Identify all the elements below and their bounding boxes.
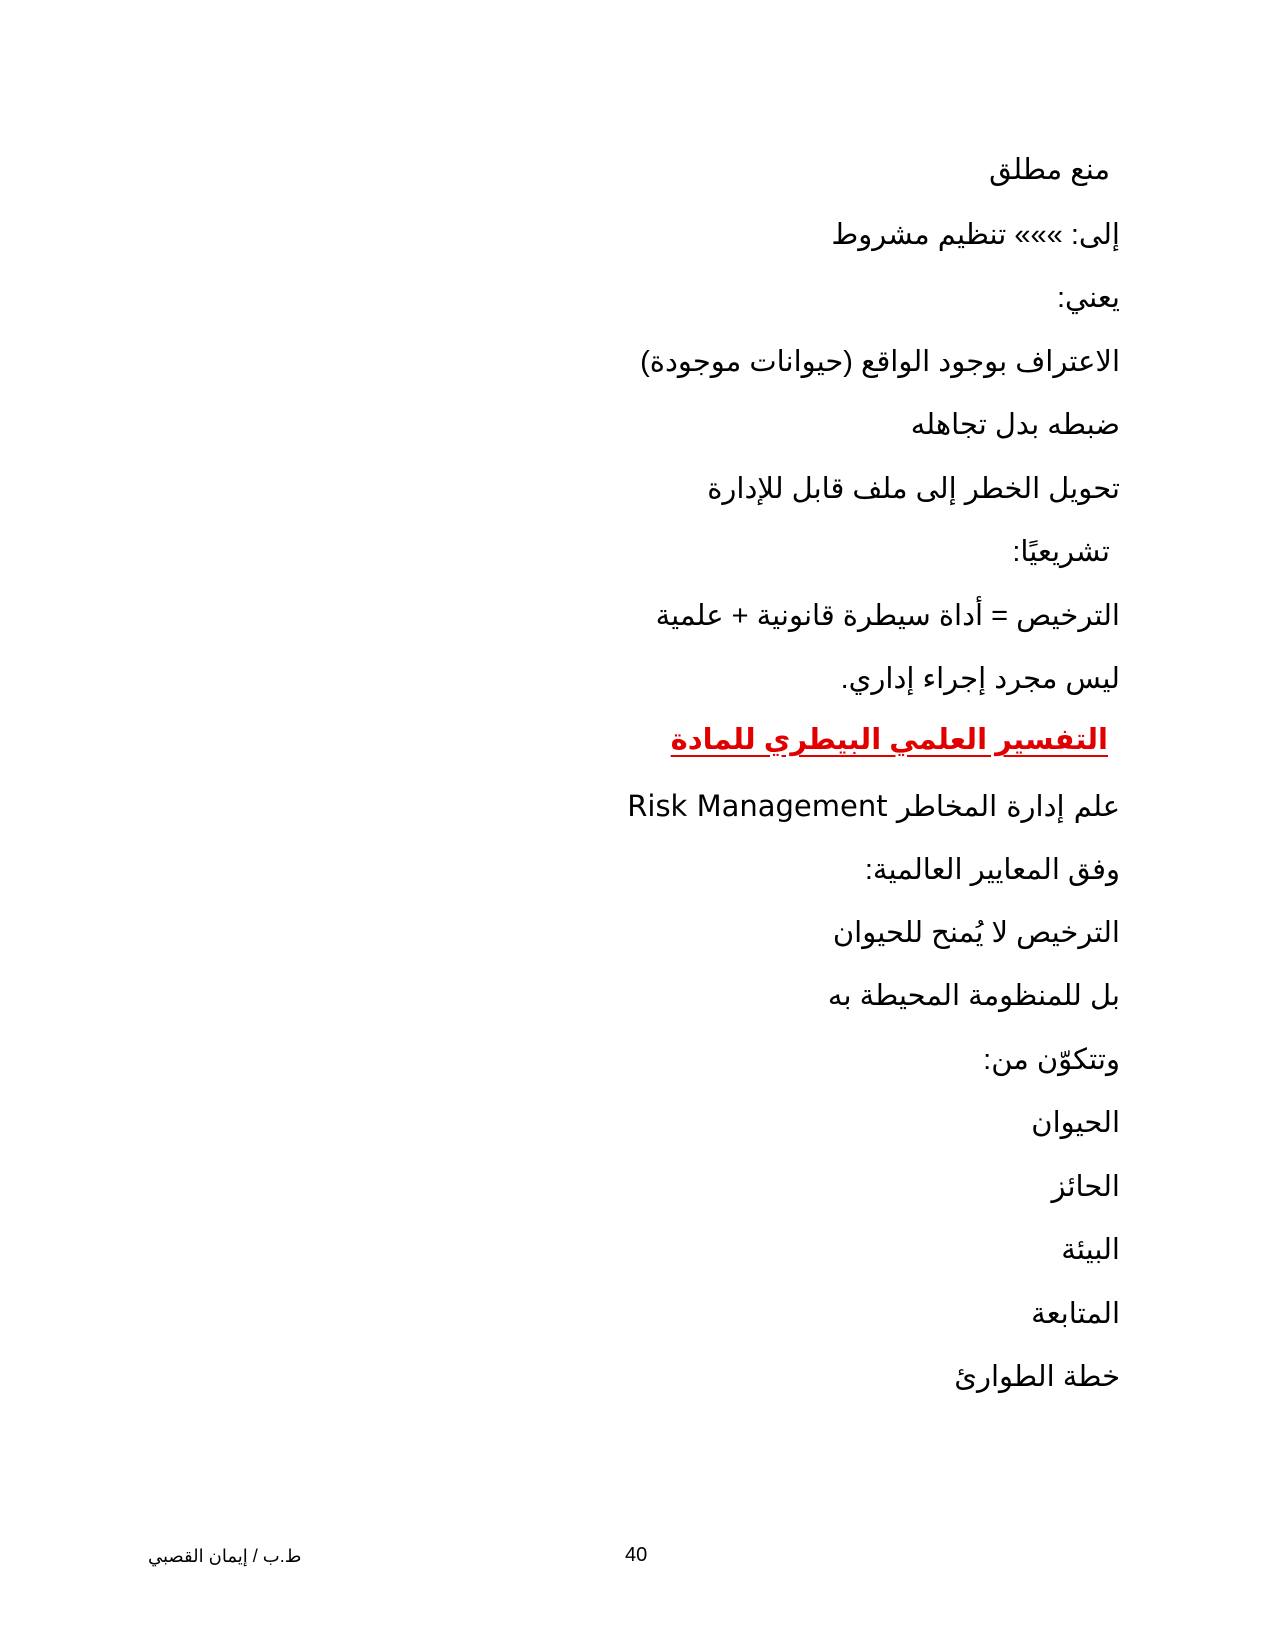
text-line-control-instead: ضبطه بدل تجاهله bbox=[910, 409, 1120, 441]
page-number: 40 bbox=[625, 1544, 648, 1566]
text-line-not-procedure: ليس مجرد إجراء إداري. bbox=[840, 663, 1120, 695]
list-item-followup: المتابعة bbox=[1031, 1298, 1120, 1330]
list-item-holder: الحائز bbox=[1051, 1171, 1120, 1203]
text-line-consists-of: وتتكوّن من: bbox=[983, 1044, 1120, 1076]
text-line-legislatively: تشريعيًا: bbox=[1012, 536, 1110, 568]
text-line-conditional-regulation: إلى: »»» تنظيم مشروط bbox=[831, 219, 1120, 251]
text-line-global-standards: وفق المعايير العالمية: bbox=[864, 854, 1120, 886]
text-line-acknowledge-reality: الاعتراف بوجود الواقع (حيوانات موجودة) bbox=[640, 346, 1120, 378]
text-line-surrounding-system: بل للمنظومة المحيطة به bbox=[827, 980, 1120, 1012]
section-heading: التفسير العلمي البيطري للمادة bbox=[670, 724, 1108, 756]
text-line-risk-to-file: تحويل الخطر إلى ملف قابل للإدارة bbox=[707, 473, 1120, 505]
list-item-emergency-plan: خطة الطوارئ bbox=[954, 1361, 1120, 1393]
footer-author: ط.ب / إيمان القصبي bbox=[148, 1546, 302, 1566]
list-item-environment: البيئة bbox=[1061, 1234, 1120, 1266]
text-line-risk-management: علم إدارة المخاطر Risk Management bbox=[627, 789, 1120, 823]
text-line-meaning: يعني: bbox=[1056, 282, 1120, 314]
text-line-absolute-ban: منع مطلق bbox=[989, 154, 1110, 186]
text-line-license-not-animal: الترخيص لا يُمنح للحيوان bbox=[832, 917, 1120, 949]
text-line-license-tool: الترخيص = أداة سيطرة قانونية + علمية bbox=[655, 600, 1120, 632]
list-item-animal: الحيوان bbox=[1031, 1107, 1120, 1139]
